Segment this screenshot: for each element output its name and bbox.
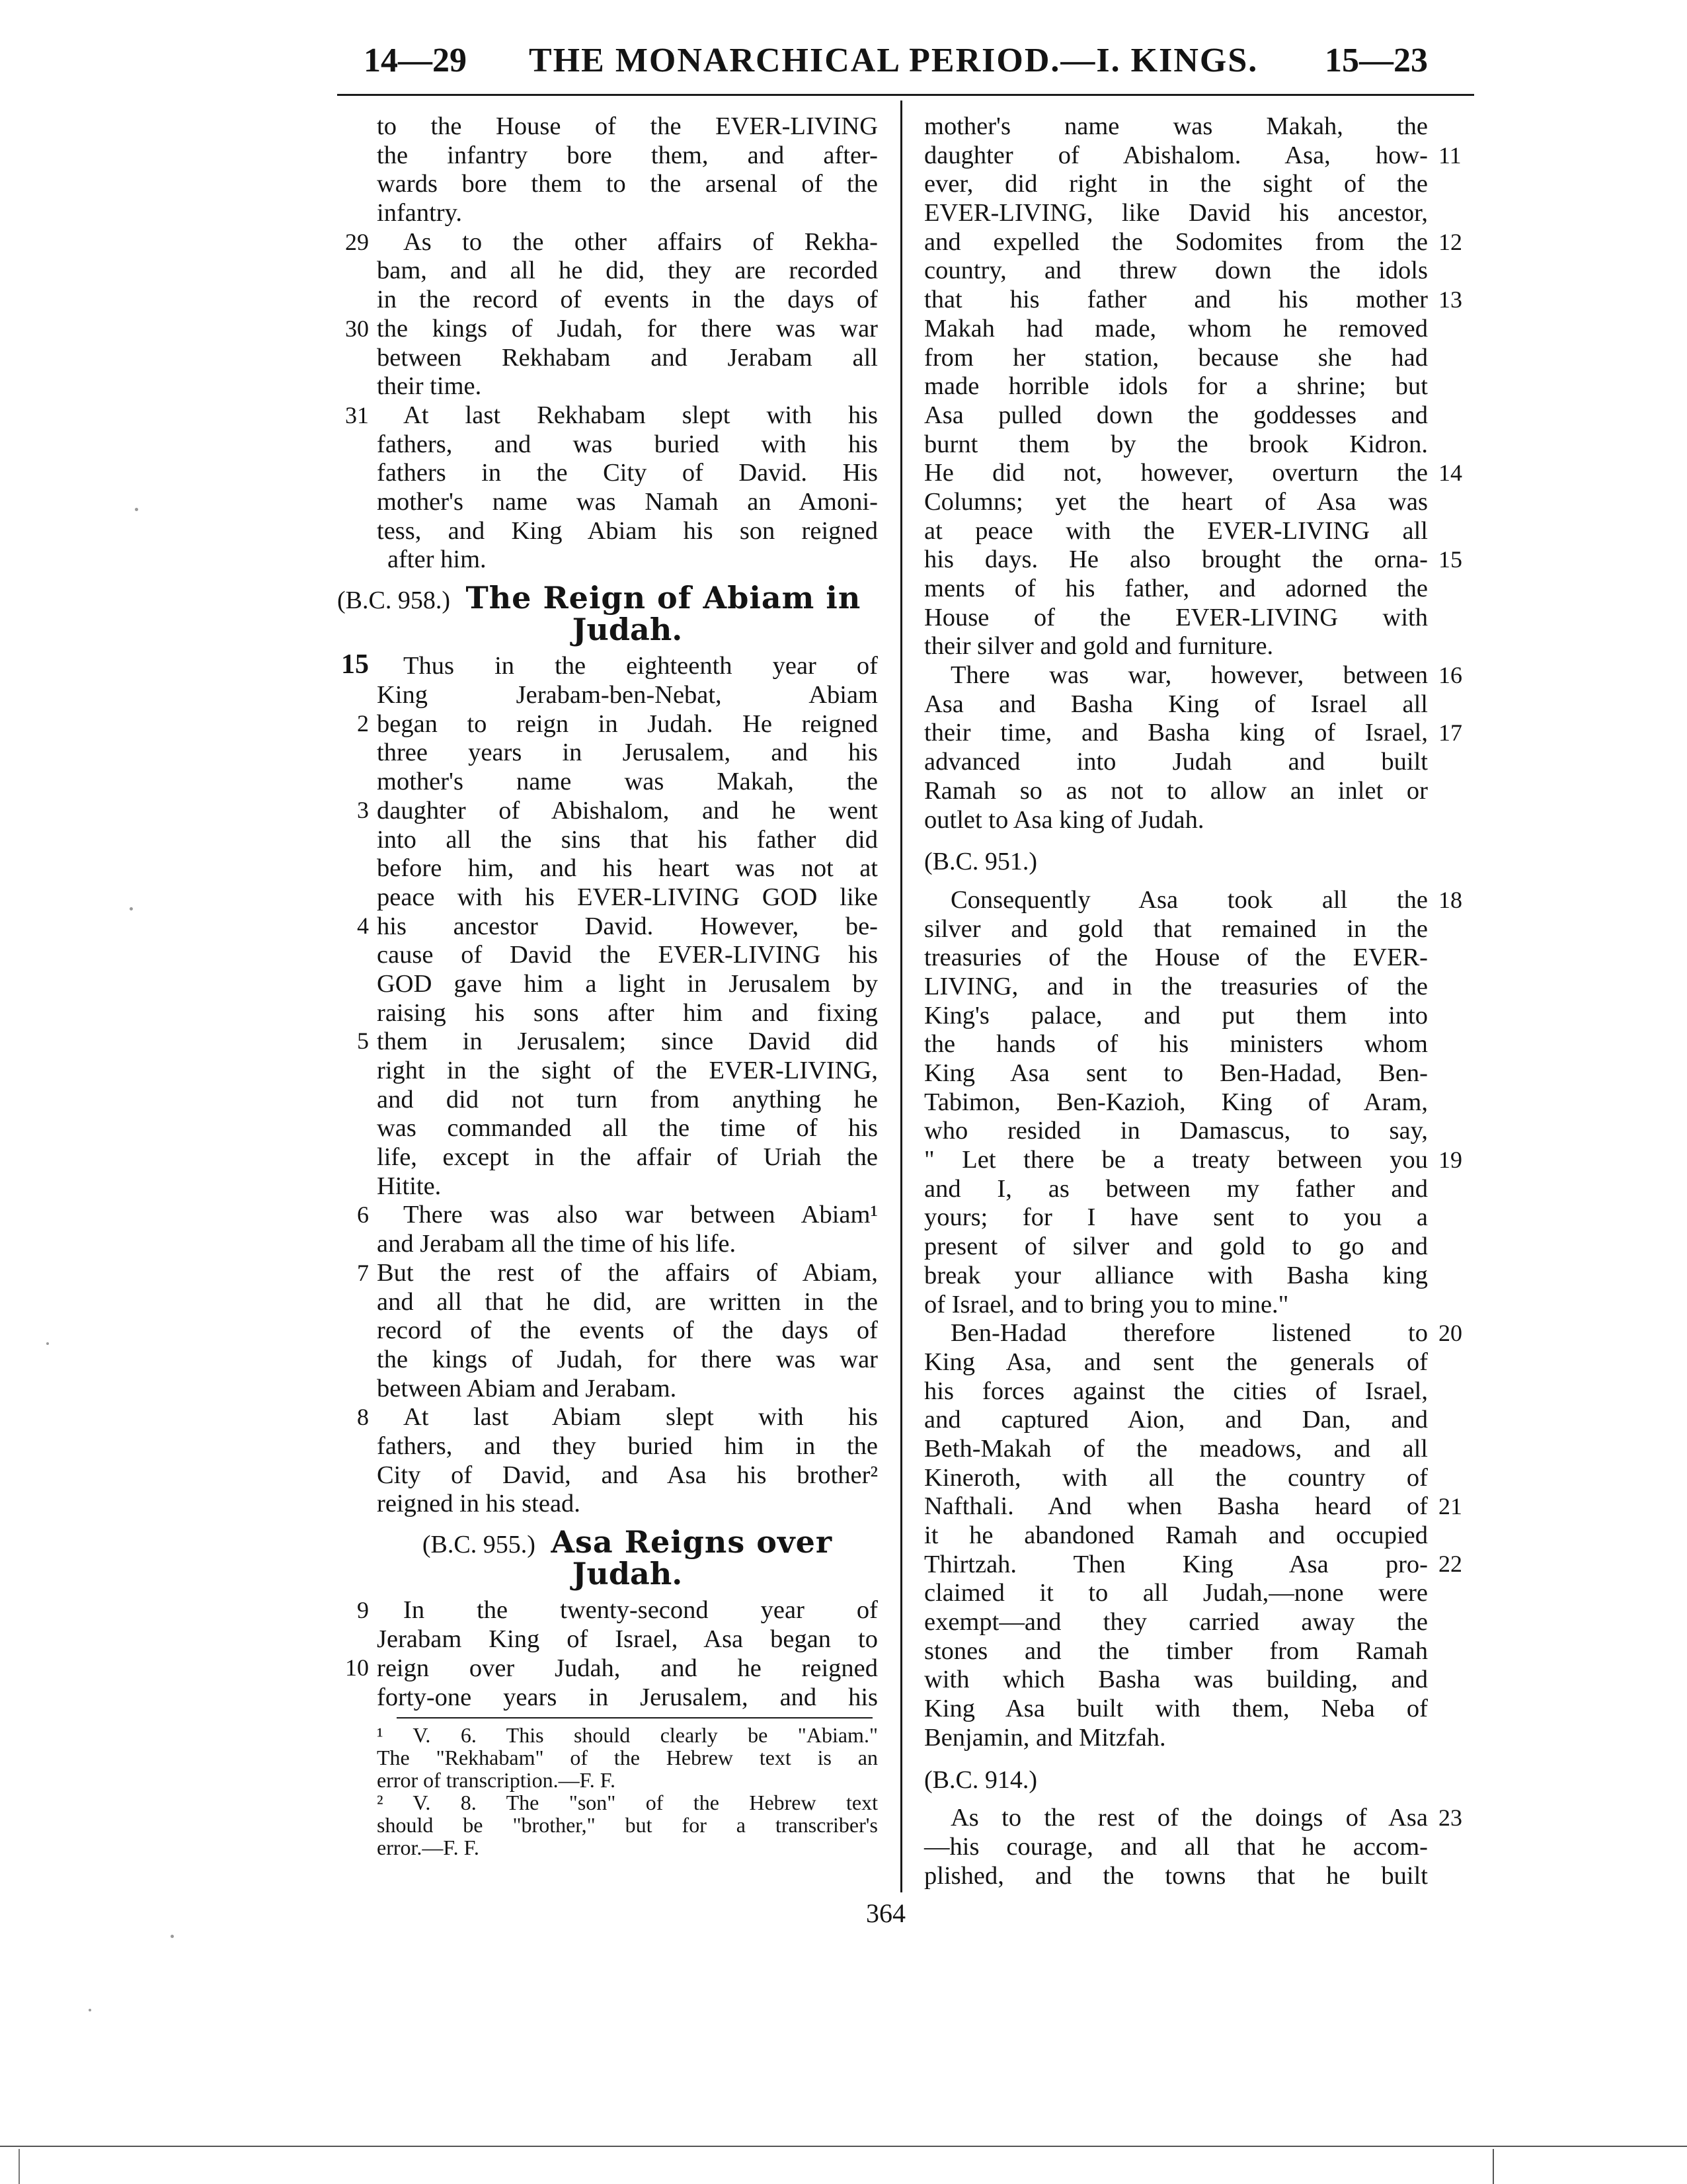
text-line: There was also war between Abiam¹ (403, 1201, 878, 1229)
text-line: between Abiam and Jerabam. (377, 1374, 677, 1402)
scan-edge-mark (1493, 2149, 1494, 2184)
verse-number: 14 (1438, 460, 1462, 486)
text-line: right in the sight of the EVER-LIVING, (377, 1057, 878, 1085)
verse-number: 13 (1438, 286, 1462, 313)
text-line: Nafthali. And when Basha heard of (924, 1492, 1428, 1521)
text-line: As to the other affairs of Rekha- (403, 227, 878, 256)
chapter-number: 15 (341, 649, 369, 680)
text-line: " Let there be a treaty between you (924, 1146, 1428, 1174)
text-line: City of David, and Asa his brother² (377, 1461, 878, 1489)
text-line: Asa and Basha King of Israel all (924, 690, 1428, 718)
verse-number: 12 (1438, 229, 1462, 255)
text-line: Tabimon, Ben-Kazioh, King of Aram, (924, 1088, 1428, 1116)
text-line: But the rest of the affairs of Abiam, (377, 1258, 878, 1287)
text-line: the kings of Judah, for there was war (377, 1345, 878, 1373)
text-line: life, except in the affair of Uriah the (377, 1143, 878, 1172)
text-line: There was war, however, between (951, 661, 1428, 690)
text-line: plished, and the towns that he built (924, 1861, 1428, 1890)
text-line: and all that he did, are written in the (377, 1287, 878, 1316)
section-title-continued: Judah. (572, 611, 683, 647)
section-heading-abiam (337, 580, 878, 647)
scan-edge-mark (19, 2149, 20, 2184)
text-line: began to reign in Judah. He reigned (377, 709, 878, 738)
header-rule (337, 94, 1474, 96)
text-line: yours; for I have sent to you a (924, 1203, 1428, 1232)
text-line: who resided in Damascus, to say, (924, 1117, 1428, 1145)
text-line: the kings of Judah, for there was war (377, 314, 878, 343)
text-line: exempt—and they carried away the (924, 1608, 1428, 1637)
paragraph-v9 (345, 1596, 878, 1712)
text-line: with which Basha was building, and (924, 1666, 1428, 1694)
verse-number: 22 (1438, 1551, 1462, 1578)
text-line: At last Abiam slept with his (403, 1403, 878, 1432)
section-heading-asa (377, 1524, 878, 1592)
paragraph-v8 (357, 1403, 878, 1519)
text-line: reigned in his stead. (377, 1490, 580, 1518)
footnote-line: ¹ V. 6. This should clearly be "Abiam." (377, 1723, 878, 1748)
section-title: Asa Reigns over (551, 1524, 833, 1560)
scan-speck (135, 508, 138, 511)
text-line: Ben-Hadad therefore listened to (951, 1319, 1428, 1348)
paragraph-v28-continued (377, 112, 878, 228)
paragraph-v18 (924, 885, 1462, 1319)
scan-speck (130, 907, 133, 910)
verse-number: 8 (357, 1404, 369, 1431)
scan-speck (46, 1342, 49, 1345)
text-line: House of the EVER-LIVING with (924, 603, 1428, 631)
text-line: GOD gave him a light in Jerusalem by (377, 969, 878, 998)
section-title: The Reign of Abiam in (465, 580, 861, 616)
scan-edge-line (0, 2146, 1687, 2147)
text-line: three years in Jerusalem, and his (377, 739, 878, 767)
text-line: ments of his father, and adorned the (924, 575, 1428, 602)
text-line: Jerabam King of Israel, Asa began to (377, 1625, 878, 1654)
text-line: their time, and Basha king of Israel, (924, 719, 1428, 747)
text-line: claimed it to all Judah,—none were (924, 1579, 1428, 1607)
verse-number: 11 (1438, 142, 1462, 169)
text-line: EVER-LIVING, like David his ancestor, (924, 199, 1428, 227)
text-line: advanced into Judah and built (924, 748, 1428, 776)
text-line: their time. (377, 372, 482, 401)
footnote-1 (377, 1724, 878, 1791)
section-title-continued: Judah. (572, 1555, 683, 1592)
verse-number: 9 (357, 1597, 369, 1624)
section-date-914: (B.C. 914.) (924, 1765, 1037, 1794)
verse-number: 4 (357, 912, 369, 940)
scan-speck (89, 2009, 91, 2011)
text-line: treasuries of the House of the EVER- (924, 944, 1428, 972)
verse-number: 15 (1438, 546, 1462, 573)
left-column (337, 112, 878, 1860)
text-line: Asa pulled down the goddesses and (924, 401, 1428, 429)
text-line: between Rekhabam and Jerabam all (377, 343, 878, 372)
verse-number: 5 (357, 1028, 369, 1055)
paragraph-v6 (357, 1201, 878, 1258)
text-line: to the House of the EVER-LIVING (377, 112, 878, 140)
header-left-reference: 14—29 (364, 42, 467, 79)
text-line: burnt them by the brook Kidron. (924, 430, 1428, 458)
text-line: Hitite. (377, 1172, 442, 1200)
text-line: them in Jerusalem; since David did (377, 1028, 878, 1056)
text-line: his days. He also brought the orna- (924, 546, 1428, 574)
paragraph-v29 (345, 227, 878, 401)
footnote-line: should be "brother," but for a transcriber's (377, 1813, 878, 1838)
text-line: Thirtzah. Then King Asa pro- (924, 1550, 1428, 1578)
text-line: stones and the timber from Ramah (924, 1637, 1428, 1665)
verse-number: 6 (357, 1201, 369, 1229)
text-line: after him. (387, 546, 487, 574)
text-line: reign over Judah, and he reigned (377, 1654, 878, 1682)
text-line: King's palace, and put them into (924, 1001, 1428, 1030)
text-line: his forces against the cities of Israel, (924, 1377, 1428, 1405)
text-line: Makah had made, whom he removed (924, 314, 1428, 343)
verse-number: 21 (1438, 1493, 1462, 1520)
text-line: the infantry bore them, and after- (377, 141, 878, 169)
text-line: his ancestor David. However, be- (377, 912, 878, 940)
text-line: He did not, however, overturn the (924, 459, 1428, 487)
right-column (924, 112, 1462, 1890)
text-line: wards bore them to the arsenal of the (377, 170, 878, 198)
text-line: that his father and his mother (924, 286, 1428, 314)
text-line: ever, did right in the sight of the (924, 170, 1428, 198)
footnote-line: error of transcription.—F. F. (377, 1768, 616, 1793)
text-line: tess, and King Abiam his son reigned (377, 516, 878, 545)
text-line: in the record of events in the days of (377, 286, 878, 314)
section-date: (B.C. 955.) (422, 1531, 535, 1559)
verse-number: 30 (345, 315, 369, 342)
paragraph-v31 (345, 401, 878, 575)
text-line: and I, as between my father and (924, 1174, 1428, 1203)
verse-number: 20 (1438, 1320, 1462, 1347)
text-line: Thus in the eighteenth year of (403, 652, 878, 680)
verse-number: 3 (357, 797, 369, 824)
text-line: outlet to Asa king of Judah. (924, 805, 1204, 834)
text-line: bam, and all he did, they are recorded (377, 257, 878, 285)
text-line: peace with his EVER-LIVING GOD like (377, 883, 878, 911)
text-line: country, and threw down the idols (924, 257, 1428, 285)
text-line: fathers, and they buried him in the (377, 1432, 878, 1460)
verse-number: 2 (357, 710, 369, 737)
text-line: raising his sons after him and fixing (377, 998, 878, 1027)
column-divider (900, 101, 902, 1892)
text-line: King Asa built with them, Neba of (924, 1695, 1428, 1723)
running-header (344, 41, 1441, 89)
text-line: Consequently Asa took all the (951, 885, 1428, 914)
text-line: the hands of his ministers whom (924, 1030, 1428, 1059)
text-line: Ramah so as not to allow an inlet or (924, 776, 1428, 805)
text-line: and captured Aion, and Dan, and (924, 1406, 1428, 1434)
page-number: 364 (866, 1898, 906, 1928)
text-line: cause of David the EVER-LIVING his (377, 941, 878, 969)
text-line: infantry. (377, 199, 462, 227)
verse-number: 7 (357, 1259, 369, 1286)
text-line: of Israel, and to bring you to mine." (924, 1290, 1289, 1318)
paragraph-v23 (924, 1804, 1462, 1890)
paragraph-v10-continued (924, 112, 1462, 661)
text-line: and Jerabam all the time of his life. (377, 1230, 736, 1258)
header-title: THE MONARCHICAL PERIOD.—I. KINGS. (529, 42, 1259, 79)
footnote-2 (377, 1791, 878, 1859)
text-line: Columns; yet the heart of Asa was (924, 487, 1428, 516)
text-line: daughter of Abishalom, and he went (377, 796, 878, 825)
verse-number: 19 (1438, 1146, 1462, 1173)
section-date: (B.C. 958.) (337, 586, 450, 614)
text-line: present of silver and gold to go and (924, 1233, 1428, 1261)
text-line: silver and gold that remained in the (924, 914, 1428, 943)
paragraph-v7 (357, 1258, 878, 1403)
text-line: at peace with the EVER-LIVING all (924, 516, 1428, 545)
text-line: daughter of Abishalom. Asa, how- (924, 141, 1428, 169)
paragraph-v16 (924, 661, 1462, 834)
verse-number: 10 (345, 1654, 369, 1681)
verse-number: 18 (1438, 886, 1462, 913)
text-line: King Jerabam-ben-Nebat, Abiam (377, 681, 878, 709)
verse-number: 17 (1438, 719, 1462, 747)
footnote-line: The "Rekhabam" of the Hebrew text is an (377, 1746, 878, 1770)
footnote-line: error.—F. F. (377, 1836, 479, 1860)
text-line: forty-one years in Jerusalem, and his (377, 1683, 878, 1711)
paragraph-chapter-15 (341, 649, 878, 1201)
text-line: was commanded all the time of his (377, 1114, 878, 1143)
verse-number: 16 (1438, 662, 1462, 689)
verse-number: 31 (345, 401, 369, 428)
text-line: As to the rest of the doings of Asa (951, 1804, 1428, 1832)
paragraph-v20 (924, 1319, 1462, 1752)
text-line: record of the events of the days of (377, 1316, 878, 1345)
text-line: —his courage, and all that he accom- (924, 1832, 1428, 1861)
text-line: before him, and his heart was not at (377, 854, 878, 883)
footnote-line: ² V. 8. The "son" of the Hebrew text (377, 1791, 878, 1815)
text-line: fathers, and was buried with his (377, 430, 878, 458)
text-line: mother's name was Makah, the (377, 768, 878, 796)
header-right-reference: 15—23 (1325, 42, 1428, 79)
text-line: break your alliance with Basha king (924, 1261, 1428, 1289)
footnote-rule (397, 1717, 873, 1719)
text-line: At last Rekhabam slept with his (403, 401, 878, 429)
verse-number: 23 (1438, 1804, 1462, 1832)
text-line: and did not turn from anything he (377, 1085, 878, 1113)
text-line: Benjamin, and Mitzfah. (924, 1723, 1166, 1752)
text-line: made horrible idols for a shrine; but (924, 372, 1428, 401)
text-line: from her station, because she had (924, 343, 1428, 372)
section-date-951: (B.C. 951.) (924, 848, 1037, 876)
text-line: and expelled the Sodomites from the (924, 227, 1428, 256)
text-line: In the twenty-second year of (403, 1596, 878, 1625)
text-line: their silver and gold and furniture. (924, 632, 1274, 661)
text-line: Beth-Makah of the meadows, and all (924, 1434, 1428, 1463)
text-line: King Asa, and sent the generals of (924, 1348, 1428, 1376)
text-line: mother's name was Namah an Amoni- (377, 487, 878, 516)
text-line: LIVING, and in the treasuries of the (924, 972, 1428, 1000)
text-line: King Asa sent to Ben-Hadad, Ben- (924, 1059, 1428, 1088)
text-line: Kineroth, with all the country of (924, 1463, 1428, 1492)
scan-speck (171, 1935, 174, 1938)
verse-number: 29 (345, 228, 369, 255)
text-line: into all the sins that his father did (377, 825, 878, 854)
text-line: mother's name was Makah, the (924, 112, 1428, 140)
text-line: it he abandoned Ramah and occupied (924, 1521, 1428, 1550)
text-line: fathers in the City of David. His (377, 459, 878, 487)
